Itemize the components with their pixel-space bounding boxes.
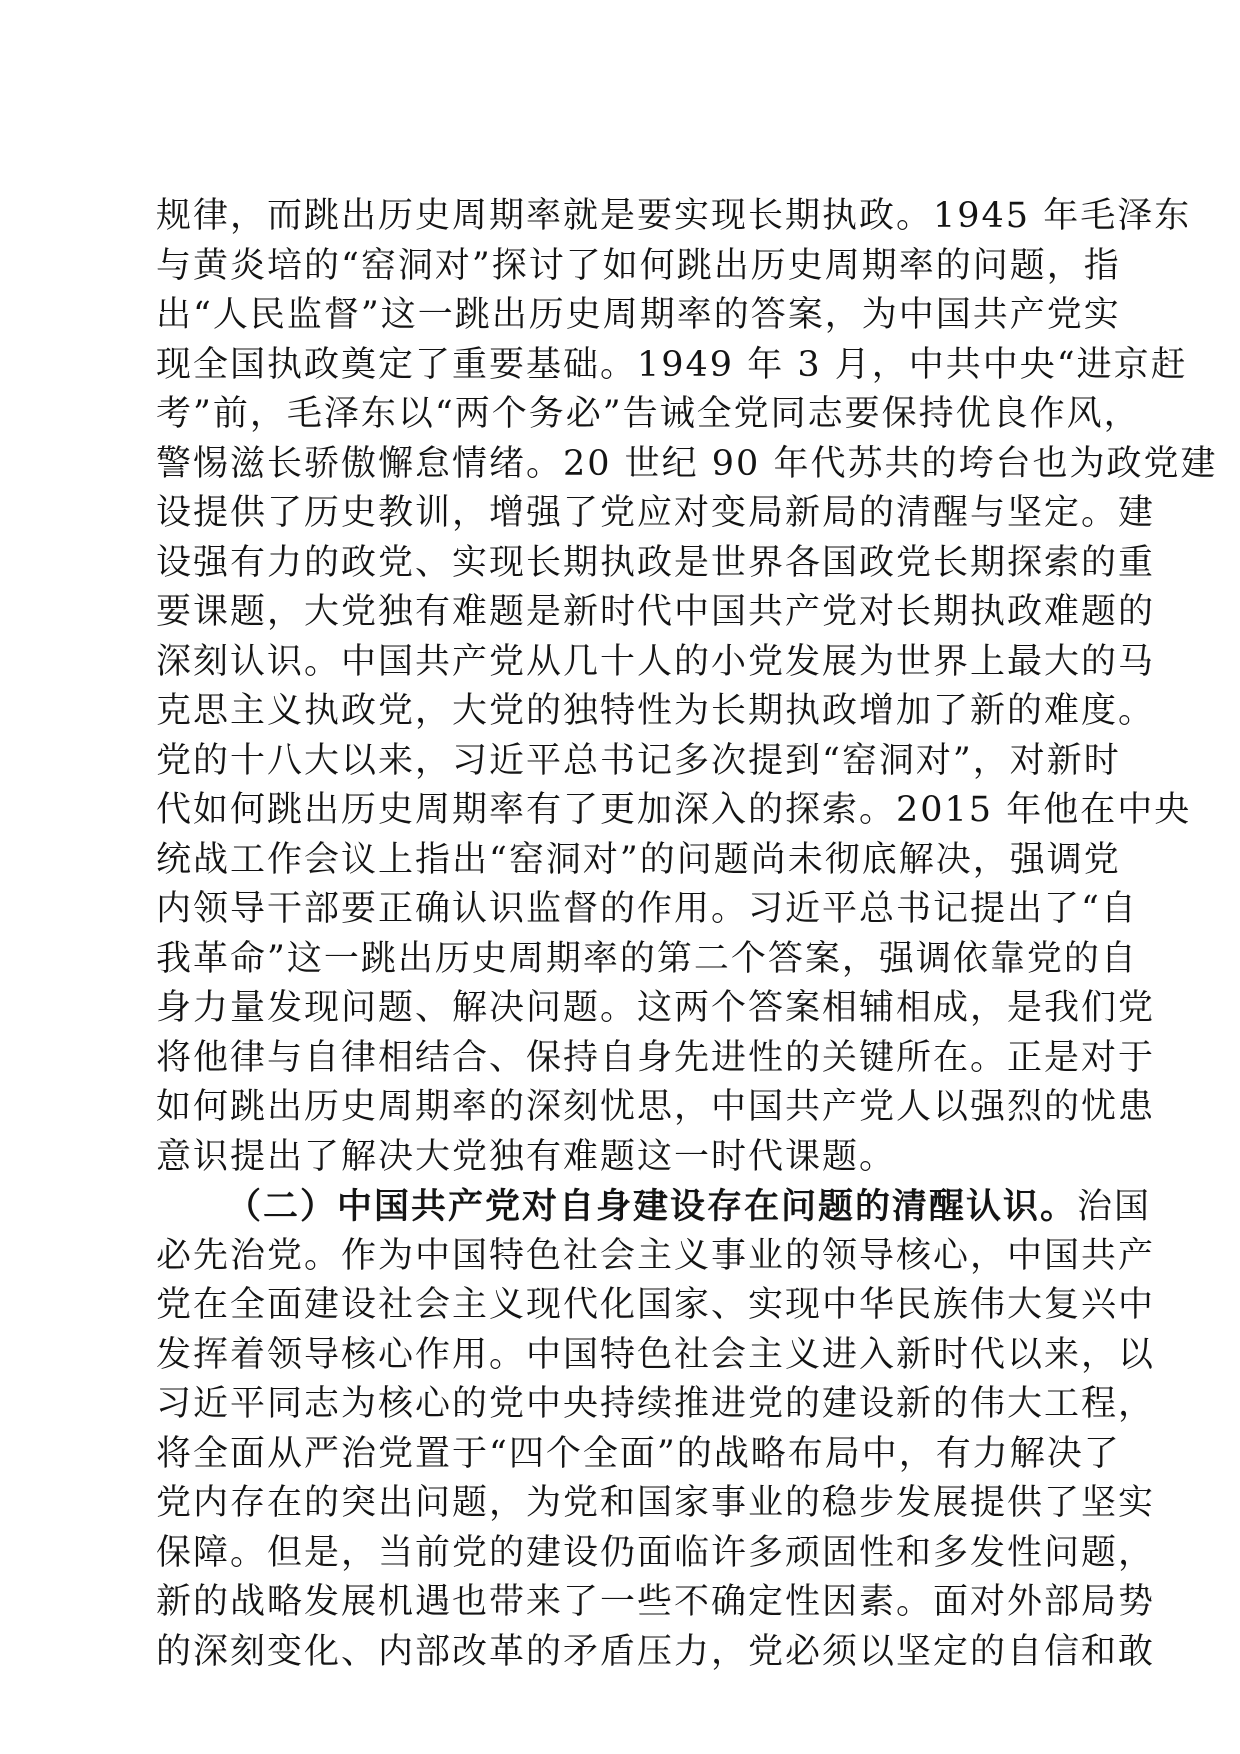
section-heading: （二）中国共产党对自身建设存在问题的清醒认识。 [226,1186,1078,1227]
body-text [156,192,1218,1677]
text-line: 内领导干部要正确认识监督的作用。习近平总书记提出了“自 [156,889,1138,929]
text-line: 警惕滋长骄傲懈怠情绪。20 世纪 90 年代苏共的垮台也为政党建 [156,443,1218,484]
text-line: 设提供了历史教训，增强了党应对变局新局的清醒与坚定。建 [156,493,1156,533]
text-line: 党在全面建设社会主义现代化国家、实现中华民族伟大复兴中 [156,1285,1156,1325]
text-line: 党内存在的突出问题，为党和国家事业的稳步发展提供了坚实 [156,1483,1156,1523]
text-line: 保障。但是，当前党的建设仍面临许多顽固性和多发性问题， [156,1532,1156,1573]
text-line: 设强有力的政党、实现长期执政是世界各国政党长期探索的重 [156,542,1156,583]
text-line: 出“人民监督”这一跳出历史周期率的答案，为中国共产党实 [156,295,1121,335]
text-line: 深刻认识。中国共产党从几十人的小党发展为世界上最大的马 [156,641,1156,682]
text-line [156,1182,1152,1232]
paragraph-2 [156,1182,1156,1677]
text-line: 考”前，毛泽东以“两个务必”告诫全党同志要保持优良作风， [156,394,1141,434]
text-line: 如何跳出历史周期率的深刻忧思，中国共产党人以强烈的忧患 [156,1087,1156,1127]
text-line: 统战工作会议上指出“窑洞对”的问题尚未彻底解决，强调党 [156,839,1121,880]
text-line: 要课题，大党独有难题是新时代中国共产党对长期执政难题的 [156,592,1156,632]
text-line: 习近平同志为核心的党中央持续推进党的建设新的伟大工程， [156,1384,1156,1424]
text-line: 必先治党。作为中国特色社会主义事业的领导核心，中国共产 [156,1235,1156,1276]
text-line: 身力量发现问题、解决问题。这两个答案相辅相成，是我们党 [156,988,1156,1028]
paragraph-1 [156,192,1218,1182]
text-line: 党的十八大以来，习近平总书记多次提到“窑洞对”，对新时 [156,740,1121,781]
text-line: 将全面从严治党置于“四个全面”的战略布局中，有力解决了 [156,1433,1121,1474]
text-line: 现全国执政奠定了重要基础。1949 年 3 月，中共中央“进京赶 [156,344,1188,385]
text-line: 规律，而跳出历史周期率就是要实现长期执政。1945 年毛泽东 [156,196,1192,236]
text-line: 新的战略发展机遇也带来了一些不确定性因素。面对外部局势 [156,1582,1156,1622]
text-line: 意识提出了解决大党独有难题这一时代课题。 [156,1136,897,1177]
text-line: 与黄炎培的“窑洞对”探讨了如何跳出历史周期率的问题，指 [156,245,1121,286]
text-line: 将他律与自律相结合、保持自身先进性的关键所在。正是对于 [156,1037,1156,1078]
text-line: 代如何跳出历史周期率有了更加深入的探索。2015 年他在中央 [156,790,1192,830]
text-line: 我革命”这一跳出历史周期率的第二个答案，强调依靠党的自 [156,938,1138,979]
text-line: 的深刻变化、内部改革的矛盾压力，党必须以坚定的自信和敢 [156,1631,1156,1672]
text-line: 发挥着领导核心作用。中国特色社会主义进入新时代以来，以 [156,1334,1156,1375]
heading-line-rest: 治国 [1077,1187,1152,1227]
text-line: 克思主义执政党，大党的独特性为长期执政增加了新的难度。 [156,691,1156,731]
